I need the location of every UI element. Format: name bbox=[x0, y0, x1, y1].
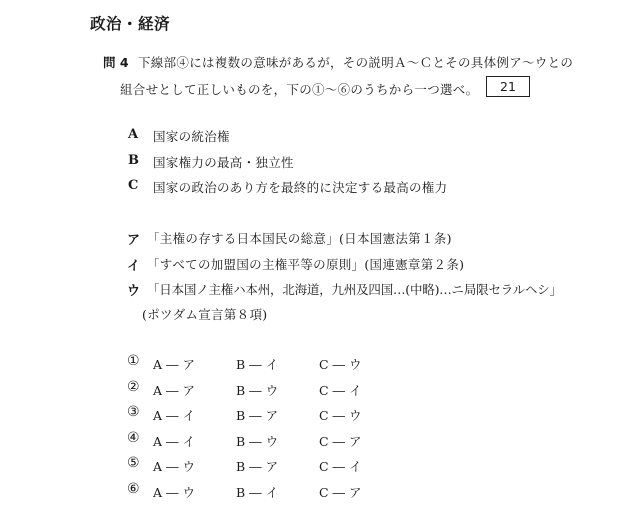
explanation-text-c: 国家の政治のあり方を最終的に決定する最高の権力 bbox=[153, 180, 448, 195]
example-text-a: 「主権の存する日本国民の総意」(日本国憲法第１条) bbox=[147, 231, 452, 246]
explanation-letter-a: A bbox=[128, 127, 139, 142]
option-number: ① bbox=[127, 353, 140, 369]
example-letter-a: ア bbox=[127, 233, 141, 248]
explanation-text-a: 国家の統治権 bbox=[153, 129, 230, 144]
option-pair-a: A ― ウ bbox=[153, 485, 195, 500]
option-number: ⑤ bbox=[127, 455, 140, 471]
question-text-line1: 下線部④には複数の意味があるが，その説明Ａ～Ｃとその具体例ア～ウとの bbox=[138, 55, 574, 70]
option-pair-c: C ― ウ bbox=[319, 408, 362, 423]
question-text-line2: 組合せとして正しいものを，下の①～⑥のうちから一つ選べ。 bbox=[120, 82, 479, 97]
option-number: ② bbox=[127, 379, 140, 395]
explanation-letter-c: C bbox=[128, 178, 139, 193]
option-pair-a: A ― イ bbox=[153, 434, 195, 449]
example-letter-u: ウ bbox=[127, 284, 141, 299]
section-header: 政治・経済 bbox=[90, 15, 171, 33]
option-pair-b: B ― イ bbox=[236, 357, 279, 372]
option-pair-b: B ― ア bbox=[236, 459, 279, 474]
option-pair-b: B ― ア bbox=[236, 408, 279, 423]
option-number: ④ bbox=[127, 430, 140, 446]
option-pair-a: A ― ウ bbox=[153, 459, 195, 474]
option-pair-b: B ― ウ bbox=[236, 434, 279, 449]
option-pair-c: C ― ア bbox=[319, 434, 362, 449]
example-text-i: 「すべての加盟国の主権平等の原則」(国連憲章第２条) bbox=[147, 257, 465, 272]
option-pair-a: A ― イ bbox=[153, 408, 195, 423]
option-pair-a: A ― ア bbox=[153, 383, 195, 398]
question-number: 問 4 bbox=[103, 55, 129, 70]
answer-number-box: 21 bbox=[486, 76, 530, 97]
option-number: ③ bbox=[127, 404, 140, 420]
option-pair-b: B ― イ bbox=[236, 485, 279, 500]
option-pair-c: C ― イ bbox=[319, 383, 362, 398]
explanation-letter-b: B bbox=[128, 153, 139, 168]
example-text-u: 「日本国ノ主権ハ本州，北海道，九州及四国…(中略)…ニ局限セラルヘシ」 bbox=[147, 282, 562, 297]
option-pair-c: C ― ア bbox=[319, 485, 362, 500]
example-text-u-continuation: (ポツダム宣言第８項) bbox=[142, 307, 268, 322]
option-pair-b: B ― ウ bbox=[236, 383, 279, 398]
option-pair-a: A ― ア bbox=[153, 357, 195, 372]
example-letter-i: イ bbox=[127, 259, 141, 274]
explanation-text-b: 国家権力の最高・独立性 bbox=[153, 155, 294, 170]
option-pair-c: C ― イ bbox=[319, 459, 362, 474]
option-pair-c: C ― ウ bbox=[319, 357, 362, 372]
option-number: ⑥ bbox=[127, 481, 140, 497]
